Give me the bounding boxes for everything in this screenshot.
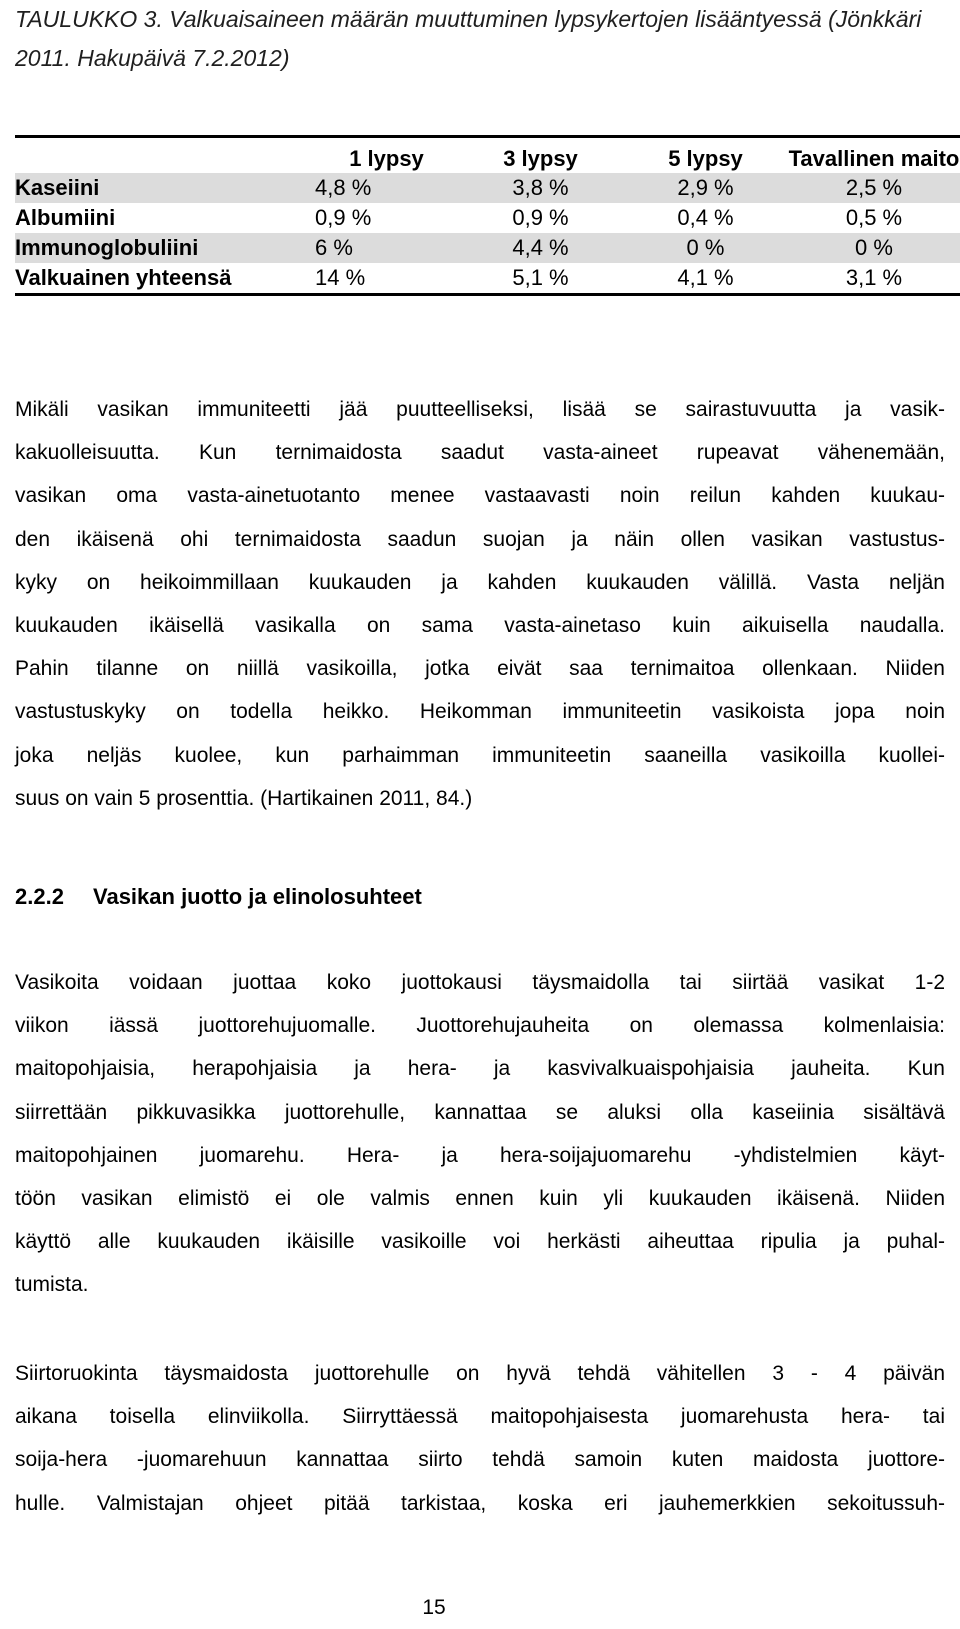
text-line: viikon iässä juottorehujuomalle. Juottorehujauheita on olemassa kolmenlaisia: <box>15 1014 945 1038</box>
paragraph-feeding <box>15 961 945 1307</box>
table-cell: 4,8 % <box>315 173 458 203</box>
text-line: tumista. <box>15 1273 89 1297</box>
table-cell: 0 % <box>788 233 960 263</box>
section-number: 2.2.2 <box>15 884 64 909</box>
text-line: vastustuskyky on todella heikko. Heikomman immuniteetin vasikoista jopa noin <box>15 700 945 724</box>
table-cell: 2,9 % <box>623 173 788 203</box>
table-cell: 0,9 % <box>512 205 569 230</box>
table-cell: 4,4 % <box>458 233 623 263</box>
text-line: suus on vain 5 prosenttia. (Hartikainen 2011, 84.) <box>15 786 473 810</box>
text-line: soija-hera -juomarehuun kannattaa siirto tehdä samoin kuten maidosta juottore- <box>15 1448 945 1472</box>
table-cell: 0 % <box>623 233 788 263</box>
table-cell: 0,9 % <box>315 205 372 230</box>
text-line: den ikäisenä ohi ternimaidosta saadun suojan ja näin ollen vasikan vastustus- <box>15 527 945 551</box>
table-row <box>15 233 960 263</box>
text-line: käyttö alle kuukauden ikäisille vasikoille voi herkästi aiheuttaa ripulia ja puhal- <box>15 1230 945 1254</box>
table-cell: 14 % <box>315 265 366 290</box>
table-header-cell <box>15 137 315 174</box>
text-line: Pahin tilanne on niillä vasikoilla, jotka eivät saa ternimaitoa ollenkaan. Niiden <box>15 657 945 681</box>
table-cell: 0,4 % <box>677 205 734 230</box>
table-header-cell: 3 lypsy <box>503 146 578 171</box>
text-line: vasikan oma vasta-ainetuotanto menee vastaavasti noin reilun kahden kuukau- <box>15 484 945 508</box>
text-line: Siirtoruokinta täysmaidosta juottorehulle on hyvä tehdä vähitellen 3 - 4 päivän <box>15 1362 945 1385</box>
page-number: 15 <box>422 1596 446 1619</box>
row-label: Immunoglobuliini <box>15 233 315 263</box>
paragraph-immunity <box>15 388 945 820</box>
text-line: kuukauden ikäisellä vasikalla on sama vasta-ainetaso kuin aikuisella naudalla. <box>15 614 945 638</box>
table-cell: 6 % <box>315 233 458 263</box>
table-cell: 2,5 % <box>788 173 960 203</box>
text-line: kyky on heikoimmillaan kuukauden ja kahden kuukauden välillä. Vasta neljän <box>15 570 945 594</box>
table-header-row <box>15 137 960 174</box>
text-line: kakuolleisuutta. Kun ternimaidosta saadut vasta-aineet rupeavat vähenemään, <box>15 441 945 465</box>
table-header-cell: 5 lypsy <box>668 146 743 171</box>
section-heading <box>15 877 422 917</box>
row-label: Albumiini <box>15 205 116 230</box>
paragraph-transition <box>15 1352 945 1525</box>
text-line: töön vasikan elimistö ei ole valmis ennen kuin yli kuukauden ikäisenä. Niiden <box>15 1187 945 1211</box>
text-line: hulle. Valmistajan ohjeet pitää tarkistaa, koska eri jauhemerkkien sekoitussuh- <box>15 1491 945 1515</box>
text-line: siirrettään pikkuvasikka juottorehulle, kannattaa se aluksi olla kaseiinia sisältävä <box>15 1100 945 1124</box>
row-label: Kaseiini <box>15 173 315 203</box>
table-cell: 0,5 % <box>845 205 903 230</box>
table-header-cell: 1 lypsy <box>349 146 424 171</box>
text-line: Mikäli vasikan immuniteetti jää puutteelliseksi, lisää se sairastuvuutta ja vasik- <box>15 398 945 421</box>
text-line: maitopohjaisia, herapohjaisia ja hera- ja kasvivalkuaispohjaisia jauheita. Kun <box>15 1057 945 1081</box>
table-row <box>15 203 960 233</box>
text-line: aikana toisella elinviikolla. Siirryttäessä maitopohjaisesta juomarehusta hera- tai <box>15 1405 945 1429</box>
table-row <box>15 173 960 203</box>
text-line: joka neljäs kuolee, kun parhaimman immuniteetin saaneilla vasikoilla kuollei- <box>15 743 945 767</box>
table-cell: 3,1 % <box>845 265 903 290</box>
table-row <box>15 263 960 295</box>
table-cell: 5,1 % <box>512 265 569 290</box>
table-header-cell: Tavallinen maito <box>788 146 960 171</box>
table-cell: 3,8 % <box>458 173 623 203</box>
text-line: Vasikoita voidaan juottaa koko juottokausi täysmaidolla tai siirtää vasikat 1-2 <box>15 971 945 994</box>
row-label: Valkuainen yhteensä <box>15 265 232 290</box>
table-cell: 4,1 % <box>677 265 734 290</box>
protein-table <box>15 135 960 296</box>
text-line: maitopohjainen juomarehu. Hera- ja hera-soijajuomarehu -yhdistelmien käyt- <box>15 1143 945 1167</box>
table-caption: TAULUKKO 3. Valkuaisaineen määrän muuttuminen lypsykertojen lisääntyessä (Jönkkäri 2011. Hakupäivä 7.2.2012) <box>15 6 922 71</box>
section-title: Vasikan juotto ja elinolosuhteet <box>93 884 422 909</box>
